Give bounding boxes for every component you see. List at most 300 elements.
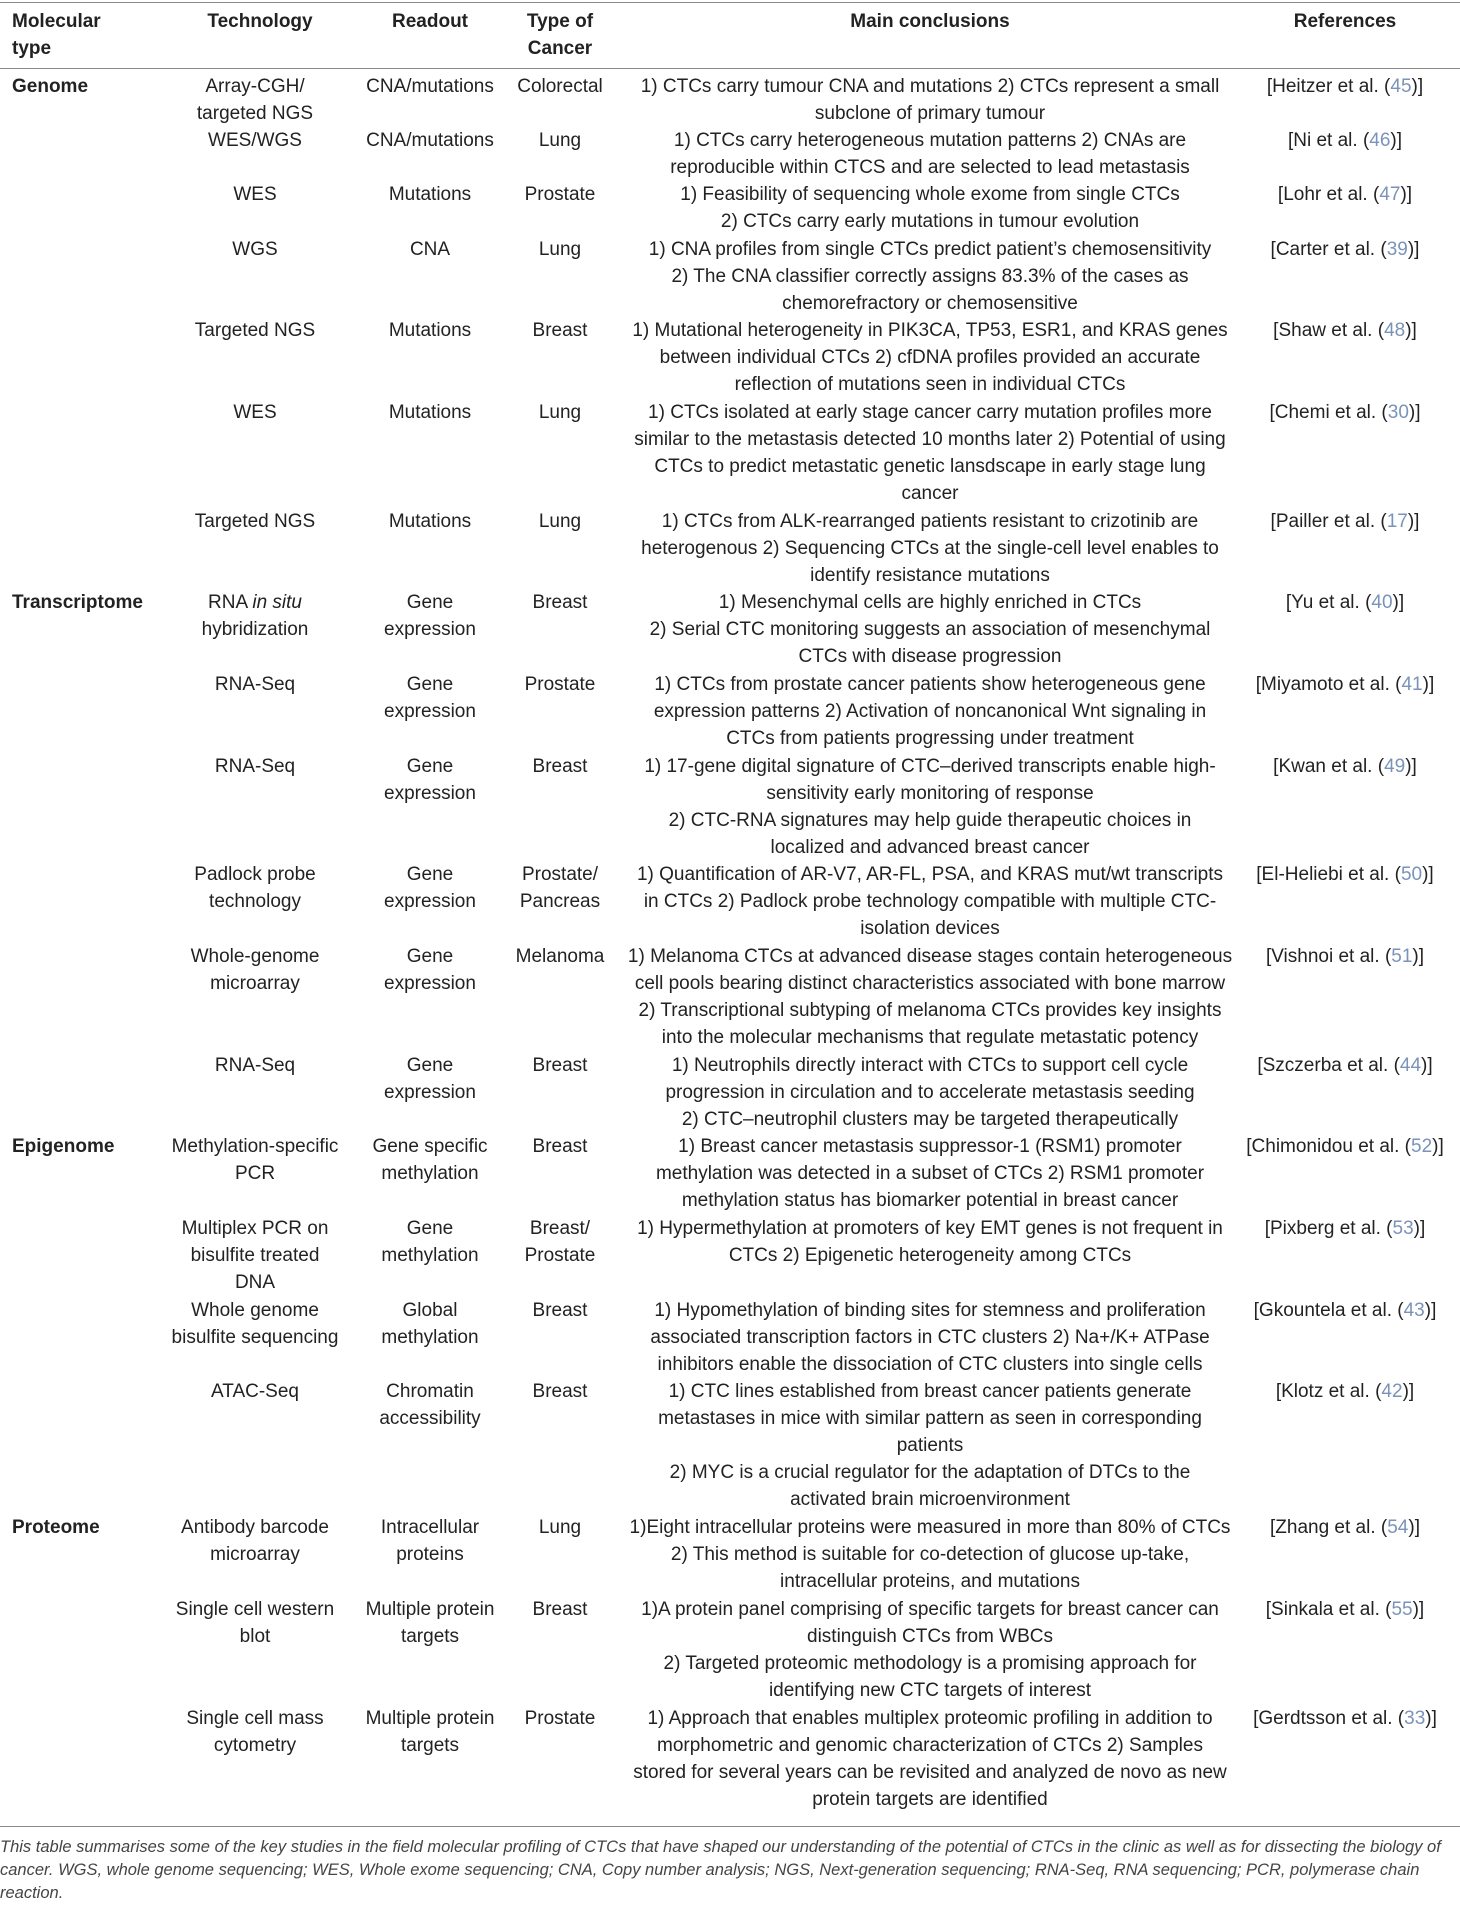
reference-number-link[interactable]: 49: [1384, 755, 1406, 777]
cancer-type-line: Breast/: [529, 1217, 591, 1239]
reference-author: [Heitzer et al. (: [1266, 75, 1391, 97]
conclusion-line: progression in circulation and to accelerate metastasis seeding: [665, 1081, 1195, 1103]
conclusion-line: 2) CTC-RNA signatures may help guide therapeutic choices in: [668, 809, 1192, 831]
header-type-of-cancer: [510, 8, 610, 62]
reference-number-link[interactable]: 44: [1399, 1054, 1422, 1076]
technology-cell: [155, 671, 355, 698]
reference-number-link[interactable]: 46: [1369, 129, 1391, 151]
main-conclusions-cell: [600, 1596, 1260, 1704]
reference-cell: [1245, 1596, 1445, 1623]
technology-line: Targeted NGS: [194, 510, 316, 532]
readout-line: Gene: [406, 864, 454, 886]
technology-cell: [155, 1052, 355, 1079]
conclusion-line: 2) CTC–neutrophil clusters may be targeted therapeutically: [681, 1108, 1179, 1130]
reference-close: )]: [1422, 673, 1435, 695]
conclusion-line: inhibitors enable the dissociation of CTC clusters into single cells: [657, 1353, 1203, 1375]
main-conclusions-cell: [600, 508, 1260, 589]
cancer-type-cell: [510, 589, 610, 616]
readout-line: Chromatin: [386, 1381, 474, 1403]
reference-close: )]: [1408, 1517, 1420, 1539]
technology-cell: [155, 943, 355, 997]
technology-line: Multiplex PCR on: [181, 1217, 329, 1239]
reference-cell: [1245, 236, 1445, 263]
readout-cell: [335, 943, 525, 997]
cancer-type-line: Lung: [538, 510, 582, 532]
reference-close: )]: [1400, 184, 1413, 206]
readout-cell: [335, 1514, 525, 1568]
conclusion-line: into the molecular mechanisms that regulate metastatic potency: [661, 1026, 1199, 1048]
reference-cell: [1245, 1378, 1445, 1405]
readout-line: expression: [384, 700, 476, 722]
cancer-type-line: Breast: [532, 1381, 588, 1403]
cancer-type-line: Lung: [538, 129, 582, 151]
readout-line: CNA: [409, 238, 451, 260]
readout-line: methylation: [381, 1244, 479, 1266]
cancer-type-cell: [510, 1705, 610, 1732]
conclusion-line: intracellular proteins, and mutations: [780, 1571, 1080, 1593]
reference-author: [Lohr et al. (: [1277, 184, 1380, 206]
readout-cell: [335, 1297, 525, 1351]
conclusion-line: morphometric and genomic characterization of CTCs 2) Samples: [657, 1734, 1203, 1756]
reference-cell: [1245, 589, 1445, 616]
readout-line: Gene: [406, 1217, 454, 1239]
technology-cell: [155, 127, 355, 154]
cancer-type-line: Pancreas: [519, 891, 601, 913]
technology-line: RNA-Seq: [214, 673, 296, 695]
conclusion-line: 1) Mesenchymal cells are highly enriched in CTCs: [718, 592, 1142, 614]
cancer-type-line: Lung: [538, 1517, 582, 1539]
header-readout: Readout: [392, 11, 468, 32]
cancer-type-cell: [510, 399, 610, 426]
reference-cell: [1245, 671, 1445, 698]
conclusion-line: reflection of mutations seen in individual CTCs: [734, 374, 1126, 396]
conclusion-line: 1)A protein panel comprising of specific targets for breast cancer can: [641, 1598, 1219, 1620]
readout-line: Mutations: [388, 184, 472, 206]
technology-line: targeted NGS: [196, 102, 314, 124]
reference-cell: [1245, 127, 1445, 154]
technology-line: PCR: [234, 1163, 276, 1185]
conclusion-line: 2) Targeted proteomic methodology is a promising approach for: [663, 1652, 1197, 1674]
technology-line: technology: [209, 891, 301, 913]
readout-cell: [335, 1705, 525, 1759]
reference-number-link[interactable]: 55: [1391, 1598, 1413, 1620]
reference-close: )]: [1413, 1217, 1426, 1239]
molecular-type-label: Proteome: [12, 1517, 100, 1539]
reference-cell: [1245, 1133, 1445, 1160]
cancer-type-cell: [510, 317, 610, 344]
molecular-type-label: Genome: [12, 75, 89, 97]
technology-cell: [155, 236, 355, 263]
technology-line: WES/WGS: [208, 129, 302, 151]
readout-line: expression: [384, 891, 476, 913]
conclusion-line: distinguish CTCs from WBCs: [807, 1625, 1053, 1647]
cancer-type-line: Breast: [532, 1299, 588, 1321]
cancer-type-line: Breast: [532, 1054, 588, 1076]
conclusion-line: 2) Transcriptional subtyping of melanoma CTCs provides key insights: [638, 999, 1222, 1021]
readout-cell: [335, 1378, 525, 1432]
readout-cell: [335, 73, 525, 100]
conclusion-line: cancer: [901, 482, 959, 504]
cancer-type-cell: [510, 181, 610, 208]
conclusion-line: 1) Neutrophils directly interact with CTCs to support cell cycle: [671, 1054, 1189, 1076]
conclusion-line: 2) CTCs carry early mutations in tumour evolution: [720, 211, 1140, 233]
readout-line: proteins: [396, 1544, 464, 1566]
main-conclusions-cell: [600, 127, 1260, 181]
conclusion-line: 1) Breast cancer metastasis suppressor-1 (RSM1) promoter: [678, 1136, 1182, 1158]
conclusion-line: sensitivity early monitoring of response: [766, 782, 1094, 804]
cancer-type-cell: [510, 671, 610, 698]
main-conclusions-cell: [600, 236, 1260, 317]
cancer-type-cell: [510, 1215, 610, 1269]
main-conclusions-cell: [600, 861, 1260, 942]
readout-cell: [335, 399, 525, 426]
main-conclusions-cell: [600, 671, 1260, 752]
main-conclusions-cell: [600, 399, 1260, 507]
conclusion-line: between individual CTCs 2) cfDNA profiles provided an accurate: [659, 347, 1201, 369]
technology-cell: [155, 1705, 355, 1759]
technology-line: RNA in situ: [208, 592, 302, 614]
conclusion-line: 2) This method is suitable for co-detection of glucose up-take,: [670, 1544, 1190, 1566]
cancer-type-cell: [510, 753, 610, 780]
conclusion-line: localized and advanced breast cancer: [770, 836, 1090, 858]
main-conclusions-cell: [600, 589, 1260, 670]
reference-close: )]: [1405, 755, 1417, 777]
technology-cell: [155, 317, 355, 344]
conclusion-line: patients: [896, 1435, 964, 1457]
main-conclusions-cell: [600, 1378, 1260, 1513]
readout-line: expression: [384, 782, 476, 804]
conclusion-line: methylation status has biomarker potential in breast cancer: [681, 1190, 1179, 1212]
reference-author: [Gerdtsson et al. (: [1253, 1707, 1405, 1729]
conclusion-line: in CTCs 2) Padlock probe technology compatible with multiple CTC-: [643, 891, 1217, 913]
cancer-type-cell: [510, 861, 610, 915]
reference-cell: [1245, 399, 1445, 426]
main-conclusions-cell: [600, 1705, 1260, 1813]
technology-line: DNA: [234, 1271, 276, 1293]
reference-number-link[interactable]: 54: [1387, 1517, 1409, 1539]
readout-cell: [335, 236, 525, 263]
technology-cell: [155, 1297, 355, 1351]
readout-cell: [335, 861, 525, 915]
cancer-type-line: Prostate: [524, 1244, 596, 1266]
conclusion-line: subclone of primary tumour: [814, 102, 1046, 124]
reference-cell: [1245, 753, 1445, 780]
header-bottom-rule: [0, 68, 1460, 69]
conclusion-line: associated transcription factors in CTC clusters 2) Na+/K+ ATPase: [650, 1326, 1210, 1348]
technology-cell: [155, 399, 355, 426]
readout-line: Multiple protein: [365, 1707, 495, 1729]
conclusion-line: 1) CNA profiles from single CTCs predict patient’s chemosensitivity: [648, 238, 1212, 260]
main-conclusions-cell: [600, 181, 1260, 235]
readout-line: Global: [402, 1299, 458, 1321]
readout-line: Mutations: [388, 401, 472, 423]
italic-term: in situ: [252, 592, 302, 614]
cancer-type-cell: [510, 73, 610, 100]
main-conclusions-cell: [600, 73, 1260, 127]
conclusion-line: 1) Approach that enables multiplex proteomic profiling in addition to: [647, 1707, 1213, 1729]
conclusion-line: isolation devices: [860, 918, 1000, 940]
reference-cell: [1245, 508, 1445, 535]
reference-number-link[interactable]: 51: [1391, 945, 1413, 967]
technology-line: bisulfite treated: [190, 1244, 320, 1266]
reference-cell: [1245, 181, 1445, 208]
reference-number-link[interactable]: 40: [1371, 592, 1393, 614]
cancer-type-cell: [510, 1378, 610, 1405]
conclusion-line: cell pools bearing distinct characteristics associated with bone marrow: [634, 972, 1226, 994]
conclusion-line: CTCs with disease progression: [798, 646, 1062, 668]
cancer-type-line: Prostate: [524, 673, 596, 695]
conclusion-line: 1) Melanoma CTCs at advanced disease stages contain heterogeneous: [627, 945, 1233, 967]
reference-close: )]: [1432, 1136, 1444, 1158]
reference-author: [Shaw et al. (: [1273, 320, 1385, 342]
conclusion-line: CTCs from patients progressing under treatment: [726, 727, 1134, 749]
cancer-type-cell: [510, 943, 610, 970]
technology-line: blot: [239, 1625, 271, 1647]
reference-close: )]: [1424, 1299, 1437, 1321]
conclusion-line: stored for several years can be revisited and analyzed de novo as new: [633, 1761, 1227, 1783]
reference-number-link[interactable]: 39: [1386, 238, 1408, 260]
conclusion-line: CTCs to predict metastatic genetic lansdscape in early stage lung: [654, 455, 1206, 477]
header-molecular-type-line2: type: [12, 38, 52, 59]
cancer-type-line: Breast: [532, 592, 588, 614]
readout-line: accessibility: [379, 1408, 481, 1430]
reference-author: [Pixberg et al. (: [1264, 1217, 1393, 1239]
cancer-type-line: Breast: [532, 320, 588, 342]
technology-line: hybridization: [201, 619, 309, 641]
reference-author: [Szczerba et al. (: [1257, 1054, 1400, 1076]
cancer-type-line: Prostate: [524, 1707, 596, 1729]
conclusion-line: 1) CTCs from ALK-rearranged patients resistant to crizotinib are: [661, 510, 1199, 532]
conclusion-line: 1) CTCs carry tumour CNA and mutations 2) CTCs represent a small: [640, 75, 1220, 97]
conclusion-line: 2) MYC is a crucial regulator for the adaptation of DTCs to the: [669, 1462, 1191, 1484]
technology-line: Antibody barcode: [181, 1517, 329, 1539]
main-conclusions-cell: [600, 1133, 1260, 1214]
main-conclusions-cell: [600, 753, 1260, 861]
conclusion-line: similar to the metastasis detected 10 months later 2) Potential of using: [634, 428, 1226, 450]
readout-line: expression: [384, 1081, 476, 1103]
reference-author: [Klotz et al. (: [1275, 1381, 1382, 1403]
header-molecular-type: [12, 8, 101, 62]
header-main-conclusions: Main conclusions: [850, 11, 1010, 32]
cancer-type-line: Prostate: [524, 184, 596, 206]
main-conclusions-cell: [600, 1514, 1260, 1595]
header-type-of-cancer-line2: Cancer: [527, 38, 593, 59]
reference-author: [Vishnoi et al. (: [1265, 945, 1392, 967]
readout-cell: [335, 1052, 525, 1106]
conclusion-line: 2) Serial CTC monitoring suggests an association of mesenchymal: [649, 619, 1211, 641]
header-molecular-type-line1: Molecular: [12, 11, 101, 32]
conclusion-line: 1)Eight intracellular proteins were measured in more than 80% of CTCs: [629, 1517, 1231, 1539]
reference-author: [Pailler et al. (: [1270, 510, 1387, 532]
reference-cell: [1245, 943, 1445, 970]
conclusion-line: methylation was detected in a subset of CTCs 2) RSM1 promoter: [655, 1163, 1205, 1185]
conclusion-line: 1) CTCs isolated at early stage cancer carry mutation profiles more: [648, 401, 1212, 423]
table-footnote: This table summarises some of the key studies in the field molecular profiling of CTCs that have shaped our understanding of the potential of CTCs in the clinic as well as for dissecting the biology of cancer. WGS, whole genome sequencing; WES, Whole exome sequencing; CNA, Copy number analysis; NGS, Next-generation sequencing; RNA-Seq, RNA sequencing; PCR, polymerase chain reaction.: [0, 1838, 1441, 1902]
readout-cell: [335, 127, 525, 154]
conclusion-line: identify resistance mutations: [810, 564, 1050, 586]
readout-line: Mutations: [388, 510, 472, 532]
cancer-type-cell: [510, 1297, 610, 1324]
conclusion-line: heterogenous 2) Sequencing CTCs at the single-cell level enables to: [641, 537, 1219, 559]
reference-close: )]: [1392, 592, 1405, 614]
technology-line: Whole genome: [191, 1299, 319, 1321]
readout-line: Gene specific: [372, 1136, 488, 1158]
conclusion-line: identifying new CTC targets of interest: [768, 1679, 1092, 1701]
technology-line: Single cell mass: [186, 1707, 324, 1729]
conclusion-line: 1) Feasibility of sequencing whole exome from single CTCs: [680, 184, 1180, 206]
reference-cell: [1245, 1215, 1445, 1242]
conclusion-line: 2) The CNA classifier correctly assigns 83.3% of the cases as: [671, 265, 1189, 287]
technology-line: microarray: [210, 1544, 300, 1566]
reference-author: [Kwan et al. (: [1273, 755, 1385, 777]
header-technology: Technology: [207, 11, 313, 32]
main-conclusions-cell: [600, 1297, 1260, 1378]
cancer-type-line: Breast: [532, 1598, 588, 1620]
technology-line: microarray: [210, 972, 300, 994]
technology-cell: [155, 1215, 355, 1296]
reference-number-link[interactable]: 42: [1381, 1381, 1403, 1403]
reference-number-link[interactable]: 48: [1384, 320, 1406, 342]
table-top-rule: [0, 2, 1460, 3]
readout-line: methylation: [381, 1326, 479, 1348]
reference-close: )]: [1407, 238, 1420, 260]
technology-cell: [155, 753, 355, 780]
main-conclusions-cell: [600, 317, 1260, 398]
main-conclusions-cell: [600, 1052, 1260, 1133]
conclusion-line: CTCs 2) Epigenetic heterogeneity among CTCs: [728, 1244, 1132, 1266]
conclusion-line: 1) Hypermethylation at promoters of key EMT genes is not frequent in: [637, 1217, 1223, 1239]
technology-line: WES: [233, 401, 277, 423]
reference-close: )]: [1390, 129, 1403, 151]
reference-author: [Chemi et al. (: [1269, 401, 1388, 423]
reference-number-link[interactable]: 53: [1392, 1217, 1414, 1239]
readout-line: Gene: [406, 755, 454, 777]
readout-line: CNA/mutations: [366, 75, 494, 97]
reference-close: )]: [1422, 864, 1434, 886]
readout-line: Gene: [406, 673, 454, 695]
readout-line: Gene: [406, 945, 454, 967]
reference-number-link[interactable]: 45: [1390, 75, 1412, 97]
reference-cell: [1245, 1514, 1445, 1541]
reference-number-link[interactable]: 30: [1387, 401, 1409, 423]
reference-close: )]: [1402, 1381, 1415, 1403]
reference-close: )]: [1412, 945, 1425, 967]
readout-cell: [335, 1596, 525, 1650]
reference-author: [Ni et al. (: [1287, 129, 1370, 151]
reference-number-link[interactable]: 41: [1401, 673, 1423, 695]
cancer-type-line: Melanoma: [515, 945, 605, 967]
technology-line: WES: [233, 184, 277, 206]
reference-close: )]: [1421, 1054, 1433, 1076]
cancer-type-cell: [510, 127, 610, 154]
readout-line: Intracellular: [380, 1517, 480, 1539]
cancer-type-line: Breast: [532, 1136, 588, 1158]
reference-close: )]: [1412, 1598, 1425, 1620]
cancer-type-cell: [510, 236, 610, 263]
readout-line: targets: [400, 1625, 460, 1647]
conclusion-line: protein targets are identified: [812, 1788, 1048, 1810]
readout-cell: [335, 589, 525, 643]
table-bottom-rule: [0, 1826, 1460, 1827]
conclusion-line: 1) Quantification of AR-V7, AR-FL, PSA, and KRAS mut/wt transcripts: [636, 864, 1224, 886]
reference-cell: [1245, 73, 1445, 100]
technology-cell: [155, 1514, 355, 1568]
readout-line: Gene: [406, 1054, 454, 1076]
header-type-of-cancer-line1: Type of: [526, 11, 594, 32]
reference-author: [Zhang et al. (: [1270, 1517, 1388, 1539]
technology-line: Targeted NGS: [194, 320, 316, 342]
cancer-type-cell: [510, 1133, 610, 1160]
technology-cell: [155, 1133, 355, 1187]
cancer-type-line: Lung: [538, 238, 582, 260]
conclusion-line: activated brain microenvironment: [790, 1489, 1070, 1511]
technology-cell: [155, 1596, 355, 1650]
main-conclusions-cell: [600, 1215, 1260, 1269]
readout-cell: [335, 1215, 525, 1269]
reference-cell: [1245, 1705, 1445, 1732]
conclusion-line: expression patterns 2) Activation of noncanonical Wnt signaling in: [653, 700, 1207, 722]
reference-author: [Miyamoto et al. (: [1255, 673, 1402, 695]
technology-line: Single cell western: [175, 1598, 335, 1620]
reference-number-link[interactable]: 33: [1404, 1707, 1426, 1729]
technology-line: cytometry: [213, 1734, 297, 1756]
readout-cell: [335, 1133, 525, 1187]
reference-close: )]: [1425, 1707, 1437, 1729]
reference-number-link[interactable]: 47: [1379, 184, 1401, 206]
cancer-type-line: Prostate/: [521, 864, 599, 886]
technology-cell: [155, 861, 355, 915]
cancer-type-line: Breast: [532, 755, 588, 777]
readout-line: CNA/mutations: [366, 129, 494, 151]
readout-line: Multiple protein: [365, 1598, 495, 1620]
conclusion-line: 1) Mutational heterogeneity in PIK3CA, TP53, ESR1, and KRAS genes: [632, 320, 1228, 342]
readout-line: targets: [400, 1734, 460, 1756]
reference-number-link[interactable]: 50: [1400, 864, 1423, 886]
reference-close: )]: [1408, 401, 1421, 423]
conclusion-line: 1) CTCs carry heterogeneous mutation patterns 2) CNAs are: [673, 129, 1187, 151]
technology-line: Array-CGH/: [205, 75, 305, 97]
technology-cell: [155, 73, 355, 127]
technology-line: ATAC-Seq: [211, 1381, 299, 1403]
conclusion-line: reproducible within CTCS and are selected to lead metastasis: [670, 156, 1190, 178]
technology-line: RNA-Seq: [214, 755, 296, 777]
conclusion-line: chemorefractory or chemosensitive: [782, 292, 1078, 314]
technology-line: bisulfite sequencing: [171, 1326, 339, 1348]
header-references: References: [1293, 11, 1397, 32]
readout-line: expression: [384, 972, 476, 994]
technology-cell: [155, 589, 355, 643]
reference-number-link[interactable]: 43: [1403, 1299, 1425, 1321]
cancer-type-line: Lung: [538, 401, 582, 423]
conclusion-line: metastases in mice with similar pattern as seen in corresponding: [658, 1408, 1202, 1430]
main-conclusions-cell: [600, 943, 1260, 1051]
technology-line: Padlock probe: [194, 864, 316, 886]
reference-close: )]: [1405, 320, 1417, 342]
readout-line: methylation: [381, 1163, 479, 1185]
reference-cell: [1245, 1297, 1445, 1324]
cancer-type-cell: [510, 508, 610, 535]
reference-author: [Sinkala et al. (: [1265, 1598, 1392, 1620]
readout-line: Mutations: [388, 320, 472, 342]
reference-number-link[interactable]: 17: [1386, 510, 1408, 532]
conclusion-line: 1) CTCs from prostate cancer patients show heterogeneous gene: [654, 673, 1206, 695]
readout-line: expression: [384, 619, 476, 641]
conclusion-line: 1) Hypomethylation of binding sites for stemness and proliferation: [654, 1299, 1206, 1321]
reference-number-link[interactable]: 52: [1411, 1136, 1433, 1158]
reference-author: [Carter et al. (: [1270, 238, 1387, 260]
reference-cell: [1245, 1052, 1445, 1079]
reference-close: )]: [1407, 510, 1420, 532]
